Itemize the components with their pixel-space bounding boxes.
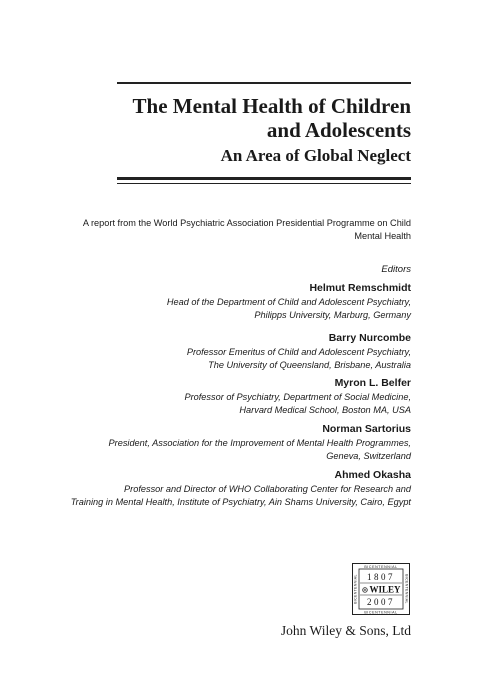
editor-affiliation-line: Training in Mental Health, Institute of Psychiatry, Ain Shams University, Cairo, Egypt [70,497,411,507]
logo-ring-text-bottom: BICENTENNIAL [364,610,398,615]
editor-nurcombe [0,331,411,372]
editor-sartorius [0,422,411,463]
report-statement [31,217,411,243]
logo-year-end: 2007 [367,597,395,607]
book-title [133,94,411,142]
editor-name: Norman Sartorius [322,423,411,435]
editor-affiliation-line: Professor of Psychiatry, Department of Social Medicine, [184,392,411,402]
logo-ring-text-right: BICENTENNIAL [404,574,409,604]
editor-affiliation-line: Geneva, Switzerland [326,451,411,461]
editor-name: Ahmed Okasha [334,469,411,481]
editor-affiliation-line: Harvard Medical School, Boston MA, USA [239,405,411,415]
editor-belfer [0,376,411,417]
editor-affiliation-line: Professor Emeritus of Child and Adolescent Psychiatry, [186,347,411,357]
editor-okasha [0,468,411,509]
logo-ring-text-top: BICENTENNIAL [364,565,398,569]
editor-affiliation-line: Professor and Director of WHO Collaborating Center for Research and [124,484,411,494]
editor-name: Myron L. Belfer [334,377,411,389]
logo-ring-text-left: BICENTENNIAL [353,574,358,604]
editor-remschmidt [0,281,411,322]
editor-name: Helmut Remschmidt [309,282,411,294]
editor-affiliation-line: Head of the Department of Child and Adolescent Psychiatry, [166,297,411,307]
publisher-name: John Wiley & Sons, Ltd [280,623,411,638]
editors-label: Editors [381,264,411,275]
editor-affiliation-line: The University of Queensland, Brisbane, Australia [208,360,411,370]
editor-name: Barry Nurcombe [328,332,411,344]
book-subtitle: An Area of Global Neglect [220,146,411,165]
wiley-bicentennial-logo [352,563,410,615]
bottom-rule-thin [117,183,411,184]
editor-affiliation-line: Philipps University, Marburg, Germany [254,310,411,320]
top-rule [117,82,411,84]
logo-year-start: 1807 [367,572,395,582]
report-line-2: Mental Health [354,231,411,241]
bottom-rule-thick [117,177,411,180]
title-line-1: The Mental Health of Children [132,94,411,118]
logo-emblem-icon: ⊛ [361,585,369,595]
editor-affiliation-line: President, Association for the Improvement of Mental Health Programmes, [108,438,411,448]
report-line-1: A report from the World Psychiatric Association Presidential Programme on Child [82,218,411,228]
logo-brand: WILEY [369,584,401,595]
title-line-2: and Adolescents [266,118,411,142]
